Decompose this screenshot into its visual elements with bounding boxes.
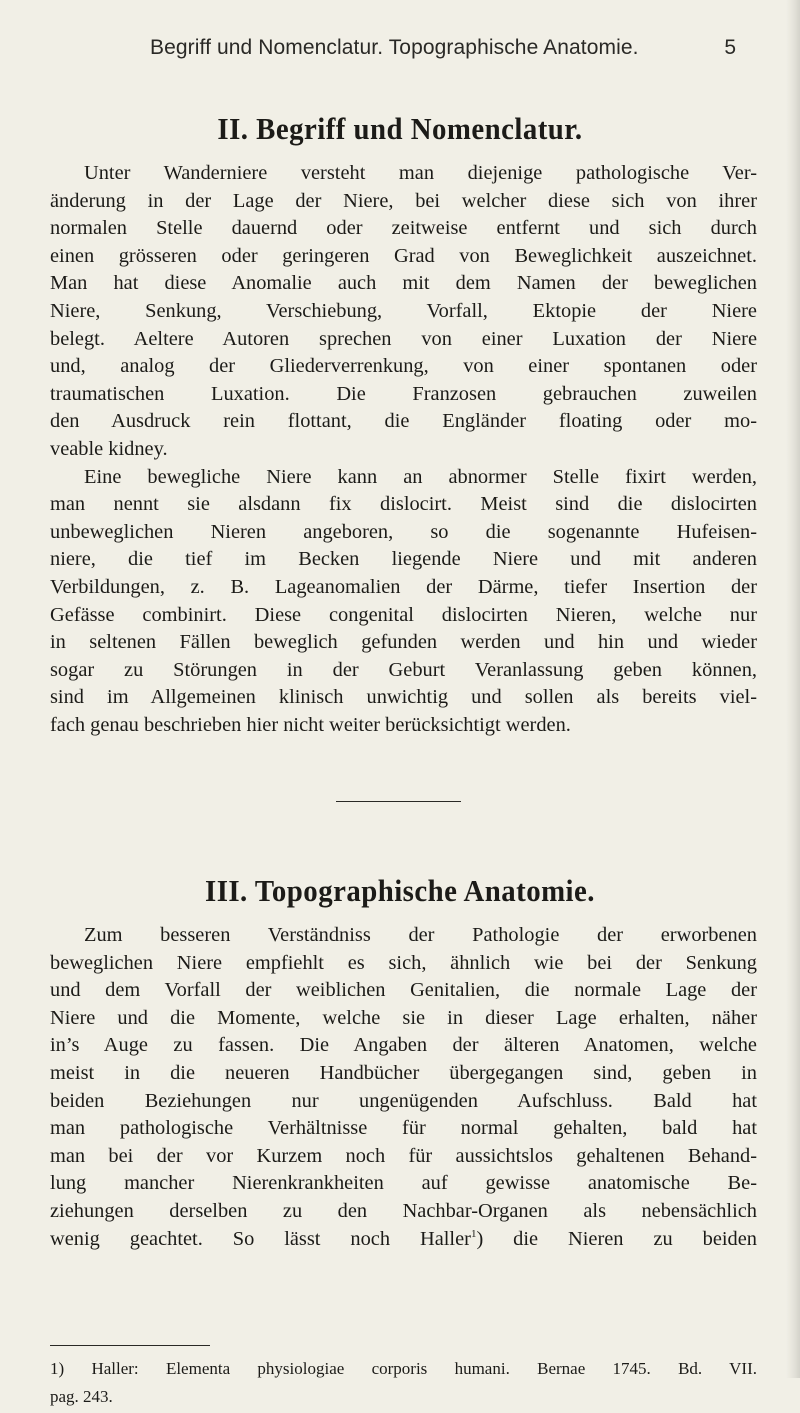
text-line: und dem Vorfall der weiblichen Genitalien, die normale Lage der: [50, 979, 757, 1002]
text-line: meist in die neueren Handbücher übergegangen sind, geben in: [50, 1061, 757, 1084]
text-line: änderung in der Lage der Niere, bei welcher diese sich von ihrer: [50, 189, 757, 212]
text-line: veable kidney.: [50, 437, 168, 460]
text-line: und, analog der Gliederverrenkung, von einer spontanen oder: [50, 355, 757, 378]
section-divider-rule: [336, 801, 461, 802]
section-3-body: [50, 922, 757, 1253]
section-heading-3: III. Topographische Anatomie.: [205, 873, 595, 908]
text-line: man pathologische Verhältnisse für normal gehalten, bald hat: [50, 1117, 757, 1140]
text-line: beweglichen Niere empfiehlt es sich, ähnlich wie bei der Senkung: [50, 951, 757, 974]
text-line: Niere, Senkung, Verschiebung, Vorfall, Ektopie der Niere: [50, 299, 757, 322]
page-number: 5: [724, 36, 736, 59]
section-heading-2: II. Begriff und Nomenclatur.: [217, 111, 583, 146]
running-title: Begriff und Nomenclatur. Topographische Anatomie.: [150, 36, 639, 59]
footnote-reference[interactable]: 1: [470, 1227, 477, 1240]
page-edge-shadow: [786, 0, 800, 1378]
text-line-with-footnote: [50, 1226, 757, 1254]
text-line: in seltenen Fällen beweglich gefunden werden und hin und wieder: [50, 631, 757, 654]
text-line: traumatischen Luxation. Die Franzosen gebrauchen zuweilen: [50, 382, 757, 405]
text-line: lung mancher Nierenkrankheiten auf gewisse anatomische Be-: [50, 1172, 757, 1195]
text-line: Unter Wanderniere versteht man diejenige pathologische Ver-: [84, 162, 757, 184]
text-line: in’s Auge zu fassen. Die Angaben der älteren Anatomen, welche: [50, 1034, 757, 1057]
running-head: [150, 36, 750, 66]
footnote: [50, 1358, 757, 1413]
text-line: Niere und die Momente, welche sie in dieser Lage erhalten, näher: [50, 1006, 757, 1029]
footnote-line: 1) Haller: Elementa physiologiae corporis humani. Bernae 1745. Bd. VII.: [50, 1359, 757, 1378]
text-line: beiden Beziehungen nur ungenügenden Aufschluss. Bald hat: [50, 1089, 757, 1112]
text-line: sogar zu Störungen in der Geburt Veranlassung geben können,: [50, 658, 757, 681]
line-start: wenig geachtet. So lässt noch Haller: [50, 1227, 471, 1250]
text-line: fach genau beschrieben hier nicht weiter berücksichtigt werden.: [50, 713, 571, 736]
text-line: Gefässe combinirt. Diese congenital dislocirten Nieren, welche nur: [50, 603, 757, 626]
section-2-body: [50, 160, 757, 739]
text-line: sind im Allgemeinen klinisch unwichtig und sollen als bereits viel-: [50, 686, 757, 709]
text-line: unbeweglichen Nieren angeboren, so die sogenannte Hufeisen-: [50, 520, 757, 543]
text-line: einen grösseren oder geringeren Grad von Beweglichkeit auszeichnet.: [50, 244, 757, 267]
text-line: ziehungen derselben zu den Nachbar-Organen als nebensächlich: [50, 1199, 757, 1222]
text-line: man bei der vor Kurzem noch für aussichtslos gehaltenen Behand-: [50, 1144, 757, 1167]
text-line: Eine bewegliche Niere kann an abnormer Stelle fixirt werden,: [84, 465, 757, 488]
text-line: belegt. Aeltere Autoren sprechen von einer Luxation der Niere: [50, 327, 757, 350]
text-line: Zum besseren Verständniss der Pathologie der erworbenen: [84, 924, 757, 946]
footnote-line: pag. 243.: [50, 1386, 113, 1406]
text-line: man nennt sie alsdann fix dislocirt. Meist sind die dislocirten: [50, 493, 757, 516]
text-line: Verbildungen, z. B. Lageanomalien der Därme, tiefer Insertion der: [50, 575, 757, 598]
text-line: niere, die tief im Becken liegende Niere und mit anderen: [50, 548, 757, 571]
text-line: Man hat diese Anomalie auch mit dem Namen der beweglichen: [50, 272, 757, 295]
line-end: ) die Nieren zu beiden: [476, 1227, 757, 1250]
footnote-rule: [50, 1345, 210, 1346]
text-line: normalen Stelle dauernd oder zeitweise entfernt und sich durch: [50, 217, 757, 240]
text-line: den Ausdruck rein flottant, die Engländer floating oder mo-: [50, 410, 757, 433]
